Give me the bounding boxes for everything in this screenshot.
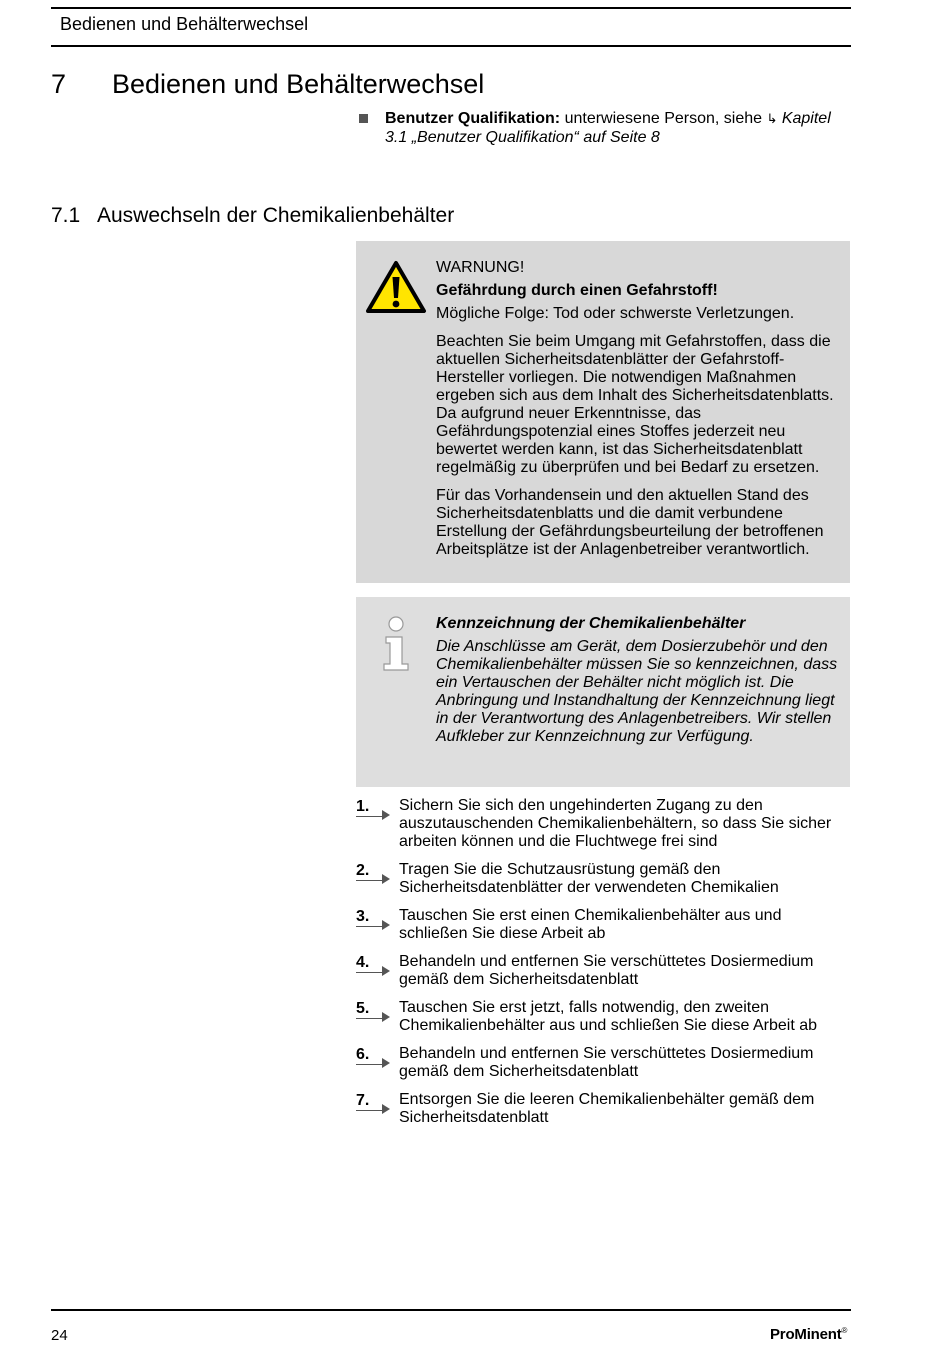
cross-reference-arrow-icon: ↳ xyxy=(766,111,778,126)
section-number: 7.1 xyxy=(51,204,81,227)
step-text: Behandeln und entfernen Sie verschüttetes Dosiermedium gemäß dem Sicherheitsdatenblatt xyxy=(399,1045,814,1080)
step-arrow-icon xyxy=(382,810,390,820)
warning-paragraph: Beachten Sie beim Umgang mit Gefahrstoffen, dass die aktuellen Sicherheitsdatenblätter der Gefahrstoff-Hersteller vorliegen. Die notwendigen Maßnahmen ergeben sich aus dem Inhalt des Sicherheitsdatenblatts. Da aufgrund neuer Erkenntnisse, das Gefährdungspotenzial eines Stoffes jederzeit neu bewertet werden kann, ist das Sicherheitsdatenblatt regelmäßig zu überprüfen und bei Bedarf zu ersetzen. xyxy=(436,333,834,476)
step-arrow-icon xyxy=(382,1104,390,1114)
step-item xyxy=(356,953,850,989)
warning-hazard: Gefährdung durch einen Gefahrstoff! xyxy=(436,282,718,299)
bullet-square-icon xyxy=(359,114,368,123)
step-arrow-icon xyxy=(382,1058,390,1068)
step-item xyxy=(356,797,850,851)
step-item xyxy=(356,907,850,943)
step-number: 7. xyxy=(356,1092,370,1109)
step-text: Tauschen Sie erst jetzt, falls notwendig, den zweiten Chemikalienbehälter aus und schließen Sie diese Arbeit ab xyxy=(399,999,818,1034)
step-item xyxy=(356,1091,850,1127)
step-text: Tauschen Sie erst einen Chemikalienbehälter aus und schließen Sie diese Arbeit ab xyxy=(399,907,782,942)
warning-triangle-icon xyxy=(364,259,428,322)
brand-name: ProMinent xyxy=(770,1326,842,1343)
step-item xyxy=(356,999,850,1035)
warning-paragraph: Für das Vorhandensein und den aktuellen Stand des Sicherheitsdatenblatts und die damit verbundene Erstellung der Gefährdungsbeurteilung der betroffenen Arbeitsplätze ist der Anlagenbetreiber verantwortlich. xyxy=(436,487,824,558)
step-text: Tragen Sie die Schutzausrüstung gemäß den Sicherheitsdatenblätter der verwendeten Chemikalien xyxy=(399,861,779,896)
step-number: 1. xyxy=(356,798,370,815)
footer-rule xyxy=(51,1309,851,1311)
info-title: Kennzeichnung der Chemikalienbehälter xyxy=(436,615,746,632)
warning-signal-word: WARNUNG! xyxy=(436,259,525,276)
step-number: 5. xyxy=(356,1000,370,1017)
info-box xyxy=(356,597,850,787)
header-top-rule xyxy=(51,7,851,9)
section-title: Auswechseln der Chemikalienbehälter xyxy=(97,204,455,227)
chapter-number: 7 xyxy=(51,69,67,99)
info-icon xyxy=(378,615,414,678)
step-number: 6. xyxy=(356,1046,370,1063)
step-arrow-icon xyxy=(382,920,390,930)
step-number: 3. xyxy=(356,908,370,925)
step-arrow-icon xyxy=(382,1012,390,1022)
warning-consequence: Mögliche Folge: Tod oder schwerste Verletzungen. xyxy=(436,305,795,322)
step-list xyxy=(356,797,850,1137)
qualification-label: Benutzer Qualifikation: xyxy=(385,110,561,127)
step-number: 4. xyxy=(356,954,370,971)
header-bottom-rule xyxy=(51,45,851,47)
info-text: Die Anschlüsse am Gerät, dem Dosierzubehör und den Chemikalienbehälter müssen Sie so kennzeichnen, dass ein Vertauschen der Behälter nicht möglich ist. Die Anbringung und Instandhaltung der Kennzeichnung liegt in der Verantwortung des Anlagenbetreibers. Wir stellen Aufkleber zur Kennzeichnung zur Verfügung. xyxy=(436,638,838,745)
brand-logo xyxy=(770,1326,847,1343)
chapter-title: Bedienen und Behälterwechsel xyxy=(112,69,485,99)
qualification-reference-link[interactable]: Kapitel 3.1 „Benutzer Qualifikation“ auf Seite 8 xyxy=(385,110,831,146)
step-number: 2. xyxy=(356,862,370,879)
step-text: Entsorgen Sie die leeren Chemikalienbehälter gemäß dem Sicherheitsdatenblatt xyxy=(399,1091,815,1126)
step-arrow-icon xyxy=(382,966,390,976)
warning-box xyxy=(356,241,850,583)
step-text: Sichern Sie sich den ungehinderten Zugang zu den auszutauschenden Chemikalienbehältern, so dass Sie sicher arbeiten können und die Fluchtwege frei sind xyxy=(399,797,832,850)
step-arrow-icon xyxy=(382,874,390,884)
user-qualification xyxy=(358,109,850,147)
running-header: Bedienen und Behälterwechsel xyxy=(60,14,309,34)
step-item xyxy=(356,1045,850,1081)
brand-registered-mark: ® xyxy=(841,1326,848,1335)
step-item xyxy=(356,861,850,897)
step-text: Behandeln und entfernen Sie verschüttetes Dosiermedium gemäß dem Sicherheitsdatenblatt xyxy=(399,953,814,988)
qualification-text: unterwiesene Person, siehe xyxy=(560,110,767,127)
page-number: 24 xyxy=(51,1327,68,1344)
